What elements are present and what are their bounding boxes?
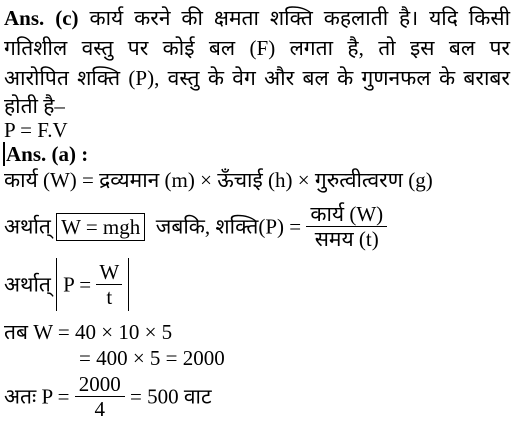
row1-prefix: अर्थात्: [4, 214, 51, 239]
boxed-work-formula: W = mgh: [56, 213, 145, 241]
power-ratio-row: [4, 258, 129, 311]
row2-lhs: P =: [63, 272, 92, 297]
power-formula: P = F.V: [4, 118, 68, 142]
answer-a-label: Ans. (a) :: [6, 142, 89, 166]
answer-c-line-4: होती है–: [4, 94, 65, 118]
row3-prefix: अतः P =: [4, 384, 70, 409]
final-result: = 500 वाट: [130, 384, 212, 409]
text-cursor: [3, 142, 5, 166]
answer-c-text-1: कार्य करने की क्षमता शक्ति कहलाती है। यदि किसी: [89, 6, 511, 30]
power-fraction: [306, 202, 387, 251]
power-fraction-denominator: समय (t): [306, 226, 387, 251]
row1-mid-text: जबकि, शक्ति(P) =: [155, 214, 302, 239]
final-fraction-numerator: 2000: [78, 372, 121, 396]
answer-c-line-2: गतिशील वस्तु पर कोई बल (F) लगता है, तो इस बल पर: [4, 36, 510, 60]
answer-c-label: Ans. (c): [4, 6, 79, 30]
answer-c-line-1: [4, 6, 510, 30]
row2-prefix: अर्थात्: [4, 272, 51, 297]
work-definition-line: कार्य (W) = द्रव्यमान (m) × ऊँचाई (h) × गुरुत्वीत्वरण (g): [4, 168, 433, 192]
work-power-row: [4, 202, 387, 251]
w-over-t-numerator: W: [99, 260, 120, 284]
power-fraction-numerator: कार्य (W): [310, 202, 384, 226]
w-over-t-fraction: [96, 260, 122, 309]
w-over-t-denominator: t: [96, 284, 122, 309]
final-fraction-denominator: 4: [75, 396, 125, 421]
boxed-power-ratio: [56, 258, 129, 311]
calc-line-1: तब W = 40 × 10 × 5: [4, 320, 173, 344]
calc-line-2: = 400 × 5 = 2000: [79, 346, 225, 370]
final-fraction: [75, 372, 125, 421]
final-power-row: [4, 372, 212, 421]
answer-c-line-3: आरोपित शक्ति (P), वस्तु के वेग और बल के गुणनफल के बराबर: [4, 66, 510, 90]
